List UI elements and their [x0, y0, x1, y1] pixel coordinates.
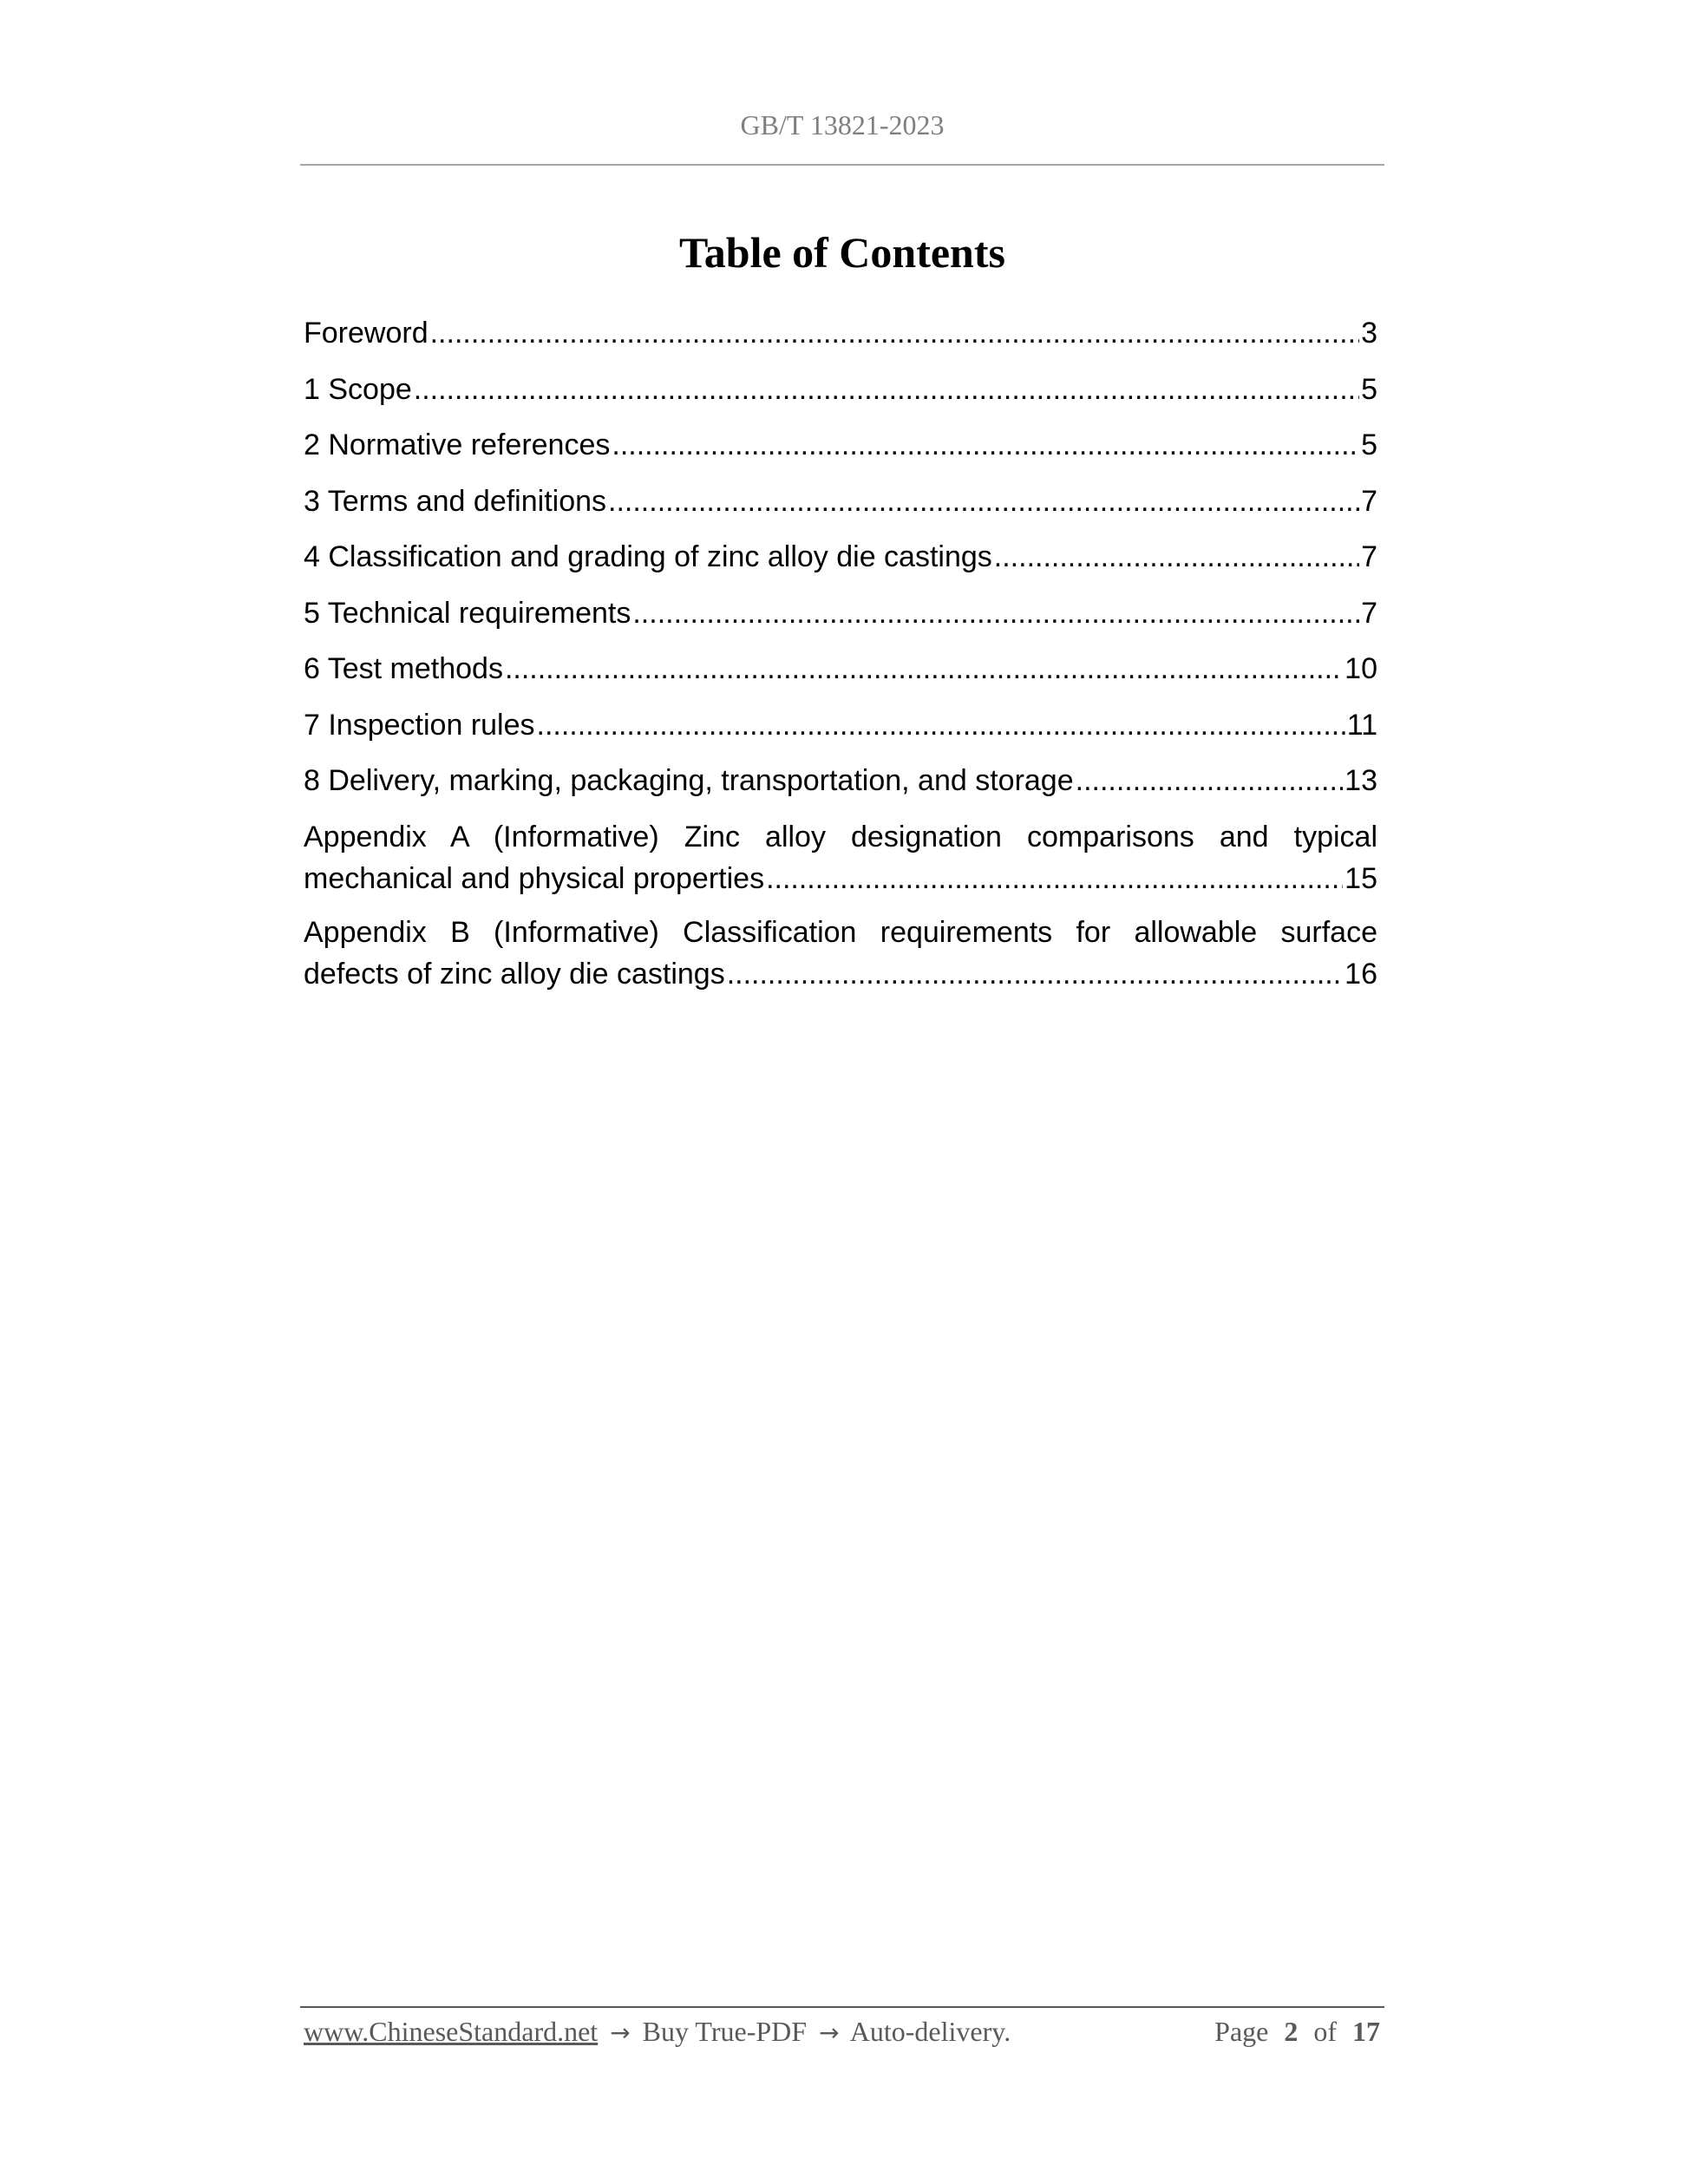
toc-entry-inspection-rules[interactable]: [304, 704, 1377, 761]
toc-entry-page: 15: [1345, 861, 1377, 895]
toc-leader-dots: [537, 704, 1345, 746]
toc-entry-text-line1: Appendix A (Informative) Zinc alloy designation comparisons and typical: [304, 820, 1377, 853]
toc-entry-delivery-marking[interactable]: [304, 760, 1377, 816]
footer-promo: [304, 2012, 1011, 2050]
toc-entry-page: 3: [1361, 317, 1377, 350]
toc-entry-appendix-b[interactable]: [304, 912, 1377, 1007]
toc-entry-text: 7 Inspection rules: [304, 708, 535, 742]
toc-entry-text: 8 Delivery, marking, packaging, transportation, and storage: [304, 764, 1074, 797]
toc-entry-page: 7: [1361, 540, 1377, 573]
toc-entry-text-line2: mechanical and physical properties: [304, 861, 765, 895]
toc-entry-page: 11: [1346, 708, 1377, 742]
page-word: Page: [1214, 2016, 1269, 2047]
toc-entry-appendix-a[interactable]: [304, 816, 1377, 912]
toc-leader-dots: [632, 592, 1359, 634]
toc-leader-dots: [1076, 760, 1344, 801]
toc-entry-technical-requirements[interactable]: [304, 592, 1377, 649]
arrow-right-icon: →: [610, 2018, 631, 2047]
toc-entry-test-methods[interactable]: [304, 648, 1377, 704]
toc-entry-text: 4 Classification and grading of zinc alloy die castings: [304, 540, 992, 573]
toc-entry-text: 1 Scope: [304, 372, 412, 406]
toc-leader-dots: [505, 648, 1343, 690]
footer-site-link[interactable]: www.ChineseStandard.net: [304, 2016, 599, 2047]
of-word: of: [1313, 2016, 1337, 2047]
toc-entry-text: Foreword: [304, 317, 429, 350]
page-total: 17: [1352, 2016, 1380, 2047]
footer-delivery-text: Auto-delivery.: [849, 2016, 1011, 2047]
toc-leader-dots: [994, 536, 1359, 578]
toc-leader-dots: [608, 481, 1359, 522]
toc-entry-classification-and-grading[interactable]: [304, 536, 1377, 592]
toc-leader-dots: [612, 424, 1359, 466]
toc-leader-dots: [414, 369, 1359, 410]
table-of-contents: [304, 312, 1377, 1007]
toc-entry-text-line1: Appendix B (Informative) Classification requirements for allowable surface: [304, 915, 1377, 949]
toc-leader-dots: [430, 312, 1359, 354]
toc-entry-scope[interactable]: [304, 369, 1377, 425]
page-number: [1214, 2012, 1380, 2050]
toc-entry-page: 5: [1361, 372, 1377, 406]
toc-leader-dots: [727, 953, 1343, 995]
footer-buy-text: Buy True-PDF: [642, 2016, 808, 2047]
toc-entry-page: 13: [1345, 764, 1377, 797]
toc-entry-text: 2 Normative references: [304, 428, 611, 461]
toc-entry-page: 10: [1345, 652, 1377, 685]
arrow-right-icon: →: [819, 2018, 840, 2047]
toc-entry-normative-references[interactable]: [304, 424, 1377, 481]
toc-entry-page: 7: [1361, 484, 1377, 518]
toc-entry-text: 5 Technical requirements: [304, 596, 631, 630]
toc-entry-page: 7: [1361, 596, 1377, 630]
toc-title: Table of Contents: [679, 228, 1005, 277]
footer-divider: [300, 2006, 1384, 2008]
toc-entry-page: 5: [1361, 428, 1377, 461]
toc-entry-page: 16: [1345, 957, 1377, 991]
toc-entry-text-line2: defects of zinc alloy die castings: [304, 957, 725, 991]
page-current: 2: [1284, 2016, 1299, 2047]
page-header-standard-code: GB/T 13821-2023: [740, 109, 945, 141]
toc-entry-text: 6 Test methods: [304, 652, 503, 685]
toc-entry-foreword[interactable]: [304, 312, 1377, 369]
toc-entry-text: 3 Terms and definitions: [304, 484, 607, 518]
toc-entry-terms-and-definitions[interactable]: [304, 481, 1377, 537]
toc-leader-dots: [766, 858, 1343, 899]
header-divider: [300, 164, 1384, 166]
